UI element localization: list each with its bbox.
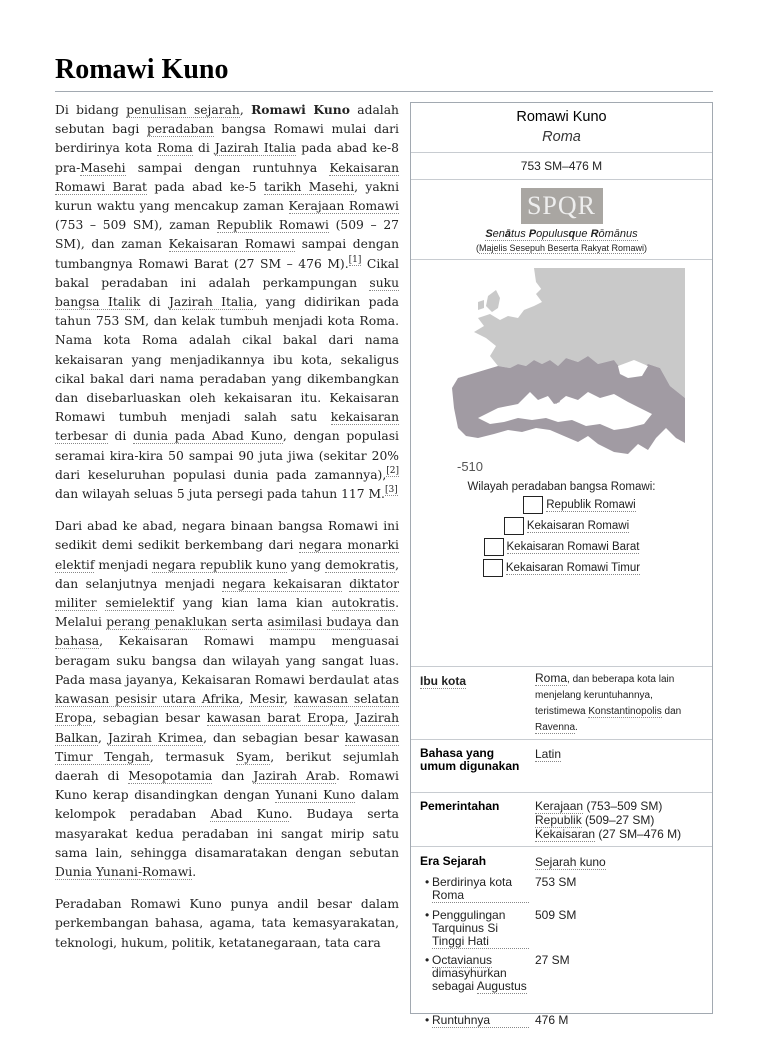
article-link[interactable]: semielektif bbox=[105, 596, 174, 611]
article-link[interactable]: Jazirah Arab bbox=[253, 768, 337, 783]
article-link[interactable]: Mesopotamia bbox=[128, 768, 213, 783]
infobox-subtitle: Roma bbox=[542, 129, 581, 145]
government-row bbox=[411, 793, 712, 847]
government-item: Kekaisaran (27 SM–476 M) bbox=[535, 827, 682, 841]
event-link[interactable]: Berdirinya kota Roma bbox=[432, 876, 529, 903]
infobox bbox=[410, 102, 713, 1027]
article-link[interactable]: Syam bbox=[235, 749, 271, 764]
article-link[interactable]: Mesir bbox=[249, 692, 285, 707]
capital-link-ravenna[interactable]: Ravenna bbox=[535, 722, 576, 733]
government-link[interactable]: Kekaisaran bbox=[535, 827, 596, 841]
article-link[interactable]: demokratis bbox=[325, 557, 396, 572]
reference-sup bbox=[385, 485, 398, 496]
infobox-title: Romawi Kuno bbox=[516, 109, 607, 125]
reference-link[interactable]: [1] bbox=[348, 254, 362, 265]
legend-link[interactable]: Kekaisaran Romawi bbox=[526, 520, 630, 532]
government-item: Kerajaan (753–509 SM) bbox=[535, 799, 663, 813]
europe-map-image bbox=[438, 268, 685, 478]
page-title: Romawi Kuno bbox=[55, 54, 229, 85]
government-link[interactable]: Republik bbox=[535, 813, 582, 827]
motto-translation: (Majelis Sesepuh Beserta Rakyat Romawi) bbox=[475, 243, 648, 253]
infobox-emblem-section bbox=[411, 180, 712, 260]
event-item: • Runtuhnya bbox=[425, 1014, 529, 1028]
article-link[interactable]: kawasan Timur Tengah bbox=[55, 730, 399, 764]
article-link[interactable]: asimilasi budaya bbox=[267, 615, 372, 630]
legend-item bbox=[411, 537, 712, 558]
title-rule bbox=[55, 91, 713, 92]
legend-swatch bbox=[484, 538, 504, 556]
capital-link-konstantinopolis[interactable]: Konstantinopolis bbox=[588, 706, 662, 717]
article-link[interactable]: Jazirah Italia bbox=[214, 141, 297, 156]
article-link[interactable]: Dunia Yunani-Romawi bbox=[55, 864, 193, 879]
legend-link[interactable]: Kekaisaran Romawi Timur bbox=[505, 562, 641, 574]
territory-map[interactable] bbox=[438, 268, 685, 478]
article-link[interactable]: dunia pada Abad Kuno bbox=[133, 429, 283, 444]
paragraph-1: Di bidang penulisan sejarah, Romawi Kuno adalah sebutan bagi peradaban bangsa Romawi mulai dari berdirinya kota Roma di Jazirah Italia pada abad ke-8 pra-Masehi sampai dengan runtuhnya Kekaisaran Romawi Barat pada abad ke-5 tarikh Masehi, yakni kurun waktu yang mencakup zaman Kerajaan Romawi (753 – 509 SM), zaman Republik Romawi (509 – 27 SM), dan zaman Kekaisaran Romawi sampai dengan tumbangnya Romawi Barat (27 SM – 476 M).[1] Cikal bakal peradaban ini adalah perkampungan suku bangsa Italik di Jazirah Italia, yang didirikan pada tahun 753 SM, dan kelak tumbuh menjadi kota Roma. Nama kota Roma adalah cikal bakal dari nama kekaisaran yang menjadikannya ibu kota, sekaligus cikal bakal dari nama peradaban yang dikembangkan dan disebarluaskan oleh kekaisaran itu. Kekaisaran Romawi tumbuh menjadi salah satu kekaisaran terbesar di dunia pada Abad Kuno, dengan populasi seramai kira-kira 50 sampai 90 juta jiwa (sekitar 20% dari keseluruhan populasi dunia pada zamannya),[2] dan wilayah seluas 5 juta persegi pada tahun 117 M.[3] bbox=[55, 102, 400, 502]
article-link[interactable]: Kekaisaran Romawi Barat bbox=[55, 160, 399, 194]
article-link[interactable]: Jazirah Balkan bbox=[55, 711, 399, 745]
capital-link-roma[interactable]: Roma bbox=[535, 671, 568, 685]
paragraph-2: Dari abad ke abad, negara binaan bangsa Romawi ini sedikit demi sedikit berkembang dari negara monarki elektif menjadi negara republik kuno yang demokratis, dan selanjutnya menjadi negara kekaisaran diktator militer semielektif yang kian lama kian autokratis. Melalui perang penaklukan serta asimilasi budaya dan bahasa, Kekaisaran Romawi mampu menguasai beragam suku bangsa dan wilayah yang sangat luas. Pada masa jayanya, Kekaisaran Romawi berdaulat atas kawasan pesisir utara Afrika, Mesir, kawasan selatan Eropa, sebagian besar kawasan barat Eropa, Jazirah Balkan, Jazirah Krimea, dan sebagian besar kawasan Timur Tengah, termasuk Syam, berikut sejumlah daerah di Mesopotamia dan Jazirah Arab. Romawi Kuno kerap disandingkan dengan Yunani Kuno dalam kelompok peradaban Abad Kuno. Budaya serta masyarakat kedua peradaban ini sangat mirip satu sama lain, sehingga disamaratakan dengan sebutan Dunia Yunani-Romawi. bbox=[55, 519, 400, 879]
infobox-dates: 753 SM–476 M bbox=[411, 153, 712, 180]
event-year: 27 SM bbox=[535, 953, 570, 967]
event-year: 509 SM bbox=[535, 908, 577, 922]
event-link[interactable]: Runtuhnya bbox=[432, 1014, 529, 1028]
event-year: 476 M bbox=[535, 1013, 569, 1027]
legend-item bbox=[421, 516, 712, 537]
spqr-emblem-image[interactable]: SPQR bbox=[521, 188, 603, 224]
era-label: Era Sejarah bbox=[420, 854, 487, 868]
article-link[interactable]: autokratis bbox=[331, 596, 396, 611]
era-link[interactable]: Sejarah kuno bbox=[535, 855, 606, 869]
legend-link[interactable]: Republik Romawi bbox=[546, 499, 636, 511]
legend-swatch bbox=[504, 517, 524, 535]
language-link[interactable]: Latin bbox=[535, 747, 562, 761]
event-link[interactable]: Octavianus bbox=[432, 953, 493, 967]
article-link[interactable]: negara monarki elektif bbox=[55, 538, 399, 572]
motto bbox=[411, 227, 712, 242]
article-subject: Romawi Kuno bbox=[251, 102, 350, 117]
article-link[interactable]: Republik Romawi bbox=[216, 218, 329, 233]
article-link[interactable]: Roma bbox=[157, 141, 193, 156]
infobox-map-section bbox=[411, 260, 712, 667]
article-link[interactable]: kawasan barat Eropa bbox=[206, 711, 345, 726]
article-link[interactable]: bahasa bbox=[55, 634, 100, 649]
event-item: • Octavianus dimasyhurkan sebagai Augustus bbox=[425, 953, 527, 993]
reference-sup bbox=[349, 255, 362, 266]
page bbox=[55, 50, 713, 1027]
event-link[interactable]: Penggulingan Tarquinus Si Tinggi Hati bbox=[432, 909, 529, 949]
article-link[interactable]: Kekaisaran Romawi bbox=[168, 237, 296, 252]
era-section bbox=[411, 847, 712, 1047]
infobox-header bbox=[411, 103, 712, 153]
language-row bbox=[411, 740, 712, 793]
article-link[interactable]: negara republik kuno bbox=[152, 557, 287, 572]
article-link[interactable]: penulisan sejarah bbox=[126, 103, 240, 117]
article-link[interactable]: perang penaklukan bbox=[106, 615, 228, 630]
map-caption: Wilayah peradaban bangsa Romawi: bbox=[467, 481, 656, 493]
article-link[interactable]: negara kekaisaran bbox=[222, 576, 342, 591]
article-link[interactable]: Kerajaan Romawi bbox=[288, 199, 399, 214]
map-year-label: -510 bbox=[457, 459, 484, 474]
government-label: Pemerintahan bbox=[420, 799, 500, 813]
article-link[interactable]: suku bangsa Italik bbox=[55, 275, 399, 310]
legend-swatch bbox=[483, 559, 503, 577]
motto-link[interactable]: Senātus Populusque Rōmānus bbox=[485, 228, 638, 240]
article-link[interactable]: Jazirah Krimea bbox=[107, 730, 204, 745]
article-link[interactable]: kawasan selatan Eropa bbox=[55, 692, 400, 726]
event-year: 753 SM bbox=[535, 875, 577, 889]
article-link[interactable]: tarikh Masehi bbox=[263, 179, 355, 194]
event-item: • Penggulingan Tarquinus Si Tinggi Hati bbox=[425, 909, 529, 949]
event-link[interactable]: Augustus bbox=[476, 979, 527, 993]
article-link[interactable]: Masehi bbox=[80, 160, 126, 175]
article-link[interactable]: peradaban bbox=[146, 122, 214, 137]
government-values bbox=[535, 799, 705, 841]
legend-item bbox=[447, 495, 712, 516]
capital-label[interactable]: Ibu kota bbox=[420, 674, 467, 688]
government-link[interactable]: Kerajaan bbox=[535, 799, 584, 813]
article-body bbox=[55, 100, 399, 966]
motto-translation-link[interactable]: Majelis Sesepuh Beserta Rakyat Romawi bbox=[478, 243, 645, 253]
capital-value: Roma, dan beberapa kota lain menjelang keruntuhannya, teristimewa Konstantinopolis dan Ravenna. bbox=[535, 671, 682, 733]
capital-row bbox=[411, 667, 712, 740]
government-item: Republik (509–27 SM) bbox=[535, 813, 655, 827]
legend-swatch bbox=[523, 496, 543, 514]
article-link[interactable]: Jazirah Italia bbox=[168, 295, 254, 310]
legend-item bbox=[411, 558, 712, 579]
article-link[interactable]: kawasan pesisir utara Afrika bbox=[55, 692, 240, 707]
article-link[interactable]: Yunani Kuno bbox=[275, 788, 356, 803]
article-link[interactable]: diktator militer bbox=[55, 576, 399, 611]
event-item: • Berdirinya kota Roma bbox=[425, 876, 529, 903]
article-link[interactable]: Abad Kuno bbox=[210, 807, 289, 822]
article-link[interactable]: kekaisaran terbesar bbox=[55, 410, 399, 444]
language-label: Bahasa yang umum digunakan bbox=[420, 746, 520, 773]
reference-link[interactable]: [3] bbox=[384, 485, 398, 496]
reference-sup bbox=[386, 466, 399, 477]
legend-link[interactable]: Kekaisaran Romawi Barat bbox=[506, 541, 640, 553]
paragraph-3: Peradaban Romawi Kuno punya andil besar dalam perkembangan bahasa, agama, tata kemasyarakatan, teknologi, hukum, politik, ketatanegaraan, tata cara bbox=[55, 897, 399, 950]
reference-link[interactable]: [2] bbox=[386, 465, 399, 476]
